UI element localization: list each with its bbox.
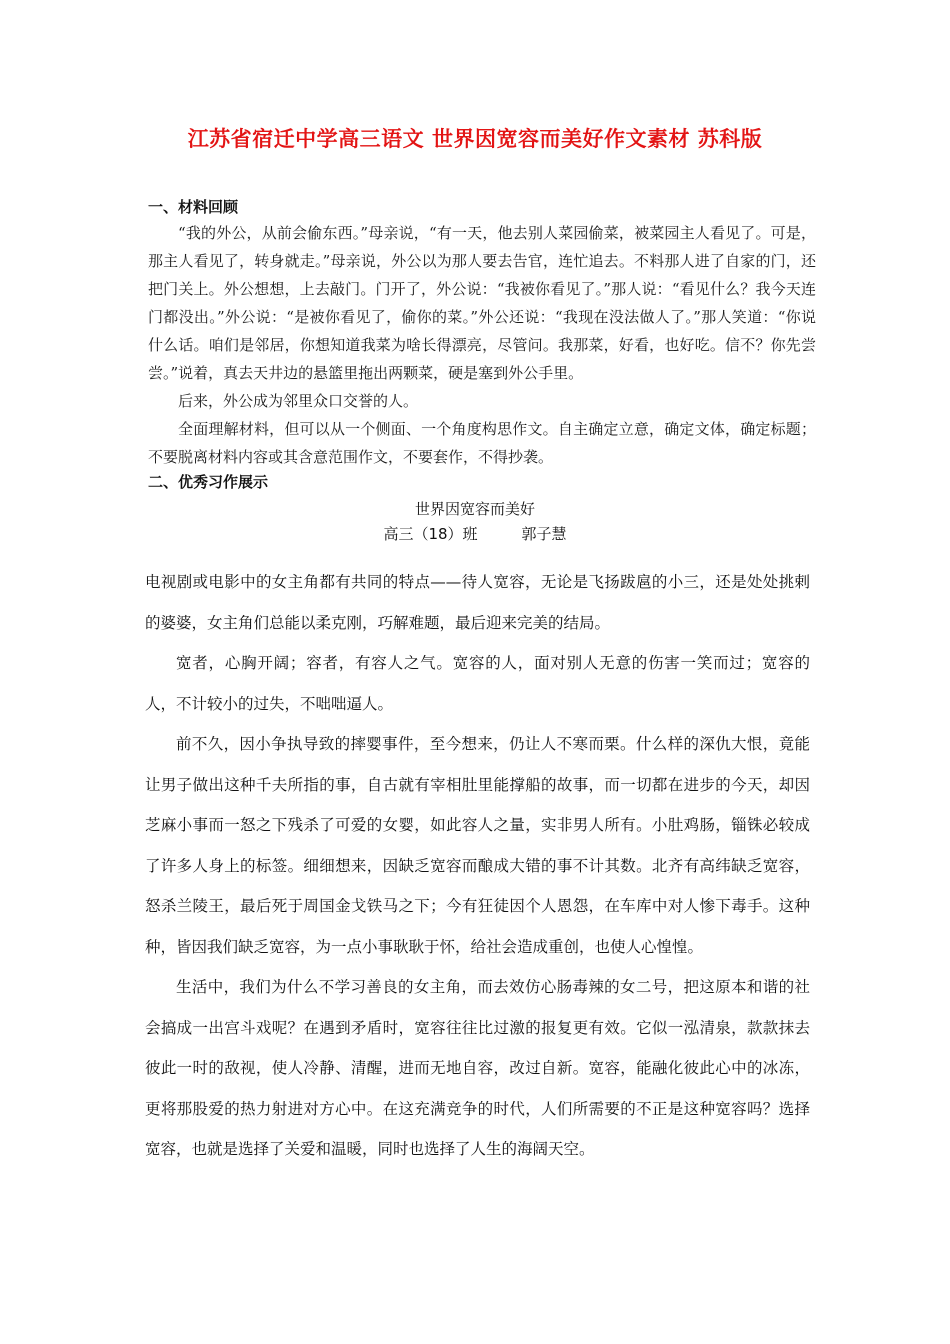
essay-author: 郭子慧 <box>521 525 567 543</box>
essay-paragraph-3: 前不久，因小争执导致的摔婴事件，至今想来，仍让人不寒而栗。什么样的深仇大恨，竟能让男子做出这种千夫所指的事，自古就有宰相肚里能撑船的故事，而一切都在进步的今天，却因芝麻小事而一怒之下残杀了可爱的女婴，如此容人之量，实非男人所有。小肚鸡肠，锱铢必较成了许多人身上的标签。细细想来，因缺乏宽容而酿成大错的事不计其数。北齐有高纬缺乏宽容，怒杀兰陵王，最后死于周国金戈铁马之下；今有狂徒因个人恩怨，在车库中对人惨下毒手。这种种，皆因我们缺乏宽容，为一点小事耿耿于怀，给社会造成重创，也使人心惶惶。 <box>145 735 810 956</box>
material-text <box>148 219 816 471</box>
material-paragraph-story: “我的外公，从前会偷东西。”母亲说，“有一天，他去别人菜园偷菜，被菜园主人看见了。可是，那主人看见了，转身就走。”母亲说，外公以为那人要去告官，连忙追去。不料那人进了自家的门，还把门关上。外公想想，上去敲门。门开了，外公说：“我被你看见了。”那人说：“看见什么？我今天连门都没出。”外公说：“是被你看见了，偷你的菜。”外公还说：“我现在没法做人了。”那人笑道：“你说什么话。咱们是邻居，你想知道我菜为啥长得漂亮，尽管问。我那菜，好看，也好吃。信不？你先尝尝。”说着，真去天井边的悬篮里拖出两颗菜，硬是塞到外公手里。 <box>148 224 816 382</box>
material-paragraph-afterward: 后来，外公成为邻里众口交誉的人。 <box>178 392 419 410</box>
material-paragraph-instructions: 全面理解材料，但可以从一个侧面、一个角度构思作文。自主确定立意，确定文体，确定标题；不要脱离材料内容或其含意范围作文，不要套作，不得抄袭。 <box>148 420 816 466</box>
essay-paragraph-4: 生活中，我们为什么不学习善良的女主角，而去效仿心肠毒辣的女二号，把这原本和谐的社会搞成一出宫斗戏呢？在遇到矛盾时，宽容往往比过激的报复更有效。它似一泓清泉，款款抹去彼此一时的敌视，使人冷静、清醒，进而无地自容，改过自新。宽容，能融化彼此心中的冰冻，更将那股爱的热力射进对方心中。在这充满竞争的时代，人们所需要的不正是这种宽容吗？选择宽容，也就是选择了关爱和温暖，同时也选择了人生的海阔天空。 <box>145 978 810 1158</box>
essay-paragraph-2: 宽者，心胸开阔；容者，有容人之气。宽容的人，面对别人无意的伤害一笑而过；宽容的人，不计较小的过失，不咄咄逼人。 <box>145 654 810 713</box>
essay-body <box>145 562 810 1170</box>
essay-class: 高三（18）班 <box>383 525 478 543</box>
essay-byline <box>0 523 950 544</box>
section-heading-essays: 二、优秀习作展示 <box>148 473 269 491</box>
document-title: 江苏省宿迁中学高三语文 世界因宽容而美好作文素材 苏科版 <box>187 127 763 151</box>
essay-title: 世界因宽容而美好 <box>414 500 535 518</box>
essay-paragraph-1: 电视剧或电影中的女主角都有共同的特点——待人宽容，无论是飞扬跋扈的小三，还是处处挑剌的婆婆，女主角们总能以柔克刚，巧解难题，最后迎来完美的结局。 <box>145 573 810 632</box>
section-heading-material: 一、材料回顾 <box>148 198 239 216</box>
